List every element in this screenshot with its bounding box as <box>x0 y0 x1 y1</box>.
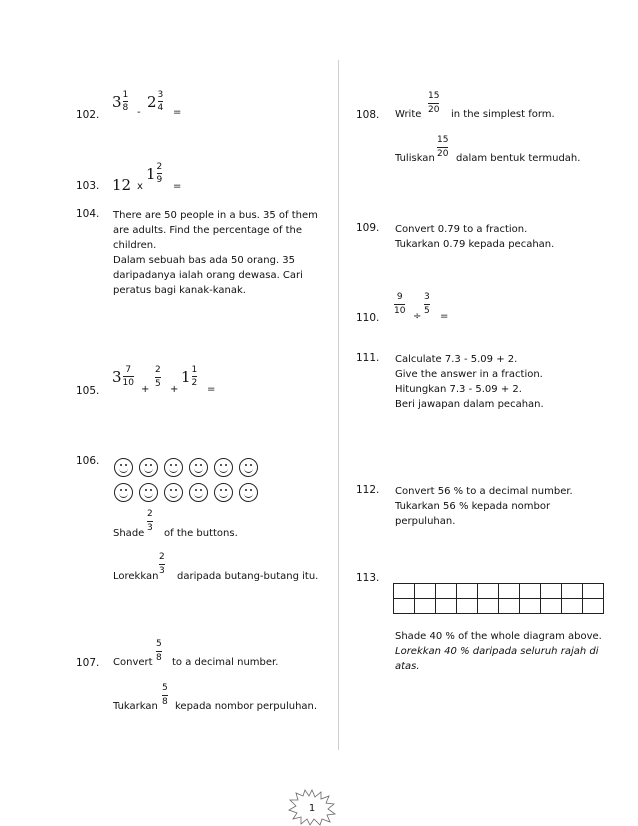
page-number-badge <box>286 788 338 826</box>
question-number: 112. <box>356 484 380 496</box>
fraction: 3 5 <box>424 292 430 316</box>
smiley-button[interactable] <box>164 483 183 502</box>
question-number: 102. <box>76 109 100 121</box>
grid-cell[interactable] <box>457 584 478 599</box>
question-number: 105. <box>76 385 100 397</box>
equals-sign: = <box>207 384 216 395</box>
question-number: 108. <box>356 109 380 121</box>
grid-cell[interactable] <box>415 584 436 599</box>
question-text: to a decimal number. <box>172 657 279 668</box>
question-text: There are 50 people in a bus. 35 of them are adults. Find the percentage of the children. Dalam sebuah bas ada 50 orang. 35 daripadanya ialah orang dewasa. Cari peratus bagi kanak-kanak. <box>113 210 318 296</box>
question-text: dalam bentuk termudah. <box>456 153 581 164</box>
minus-sign: - <box>137 107 141 118</box>
grid-cell[interactable] <box>436 584 457 599</box>
fraction: 15 20 <box>428 91 440 115</box>
question-number: 113. <box>356 572 380 584</box>
fraction: 5 8 <box>162 683 168 707</box>
grid-cell[interactable] <box>394 584 415 599</box>
smiley-button[interactable] <box>189 458 208 477</box>
grid-cell[interactable] <box>520 584 541 599</box>
plus-sign: + <box>141 384 150 395</box>
grid-cell[interactable] <box>520 599 541 614</box>
grid-cell[interactable] <box>541 584 562 599</box>
grid-cell[interactable] <box>583 599 604 614</box>
grid-cell[interactable] <box>436 599 457 614</box>
smiley-button[interactable] <box>139 458 158 477</box>
grid-cell[interactable] <box>394 599 415 614</box>
question-text: Convert 56 % to a decimal number. Tukarkan 56 % kepada nombor perpuluhan. <box>395 486 573 527</box>
question-text: kepada nombor perpuluhan. <box>175 701 318 712</box>
grid-cell[interactable] <box>583 584 604 599</box>
question-number: 104. <box>76 208 100 220</box>
smiley-button[interactable] <box>164 458 183 477</box>
grid-cell[interactable] <box>541 599 562 614</box>
grid-cell[interactable] <box>499 599 520 614</box>
question-number: 106. <box>76 455 100 467</box>
smiley-button[interactable] <box>239 458 258 477</box>
question-text: Tuliskan <box>395 153 435 164</box>
grid-cell[interactable] <box>457 599 478 614</box>
grid-cell[interactable] <box>562 584 583 599</box>
mixed-fraction: 3 1 8 <box>112 90 129 113</box>
equals-sign: = <box>173 181 182 192</box>
smiley-button[interactable] <box>214 483 233 502</box>
question-number: 109. <box>356 222 380 234</box>
smiley-button[interactable] <box>214 458 233 477</box>
question-text: Shade 40 % of the whole diagram above. Lorekkan 40 % daripada seluruh rajah di atas. <box>395 631 602 672</box>
question-text: Convert <box>113 657 153 668</box>
smiley-button[interactable] <box>114 483 133 502</box>
grid-cell[interactable] <box>562 599 583 614</box>
equals-sign: = <box>440 311 449 322</box>
question-number: 110. <box>356 312 380 324</box>
grid-cell[interactable] <box>415 599 436 614</box>
question-text: Lorekkan <box>113 571 159 582</box>
question-number: 111. <box>356 352 380 364</box>
grid-cell[interactable] <box>478 584 499 599</box>
fraction: 2 5 <box>155 365 161 389</box>
question-text: Write <box>395 109 422 120</box>
question-number: 107. <box>76 657 100 669</box>
mixed-fraction: 1 2 9 <box>146 162 163 185</box>
fraction: 2 3 <box>159 552 165 576</box>
question-text: of the buttons. <box>164 528 238 539</box>
plus-sign: + <box>170 384 179 395</box>
whole-number: 12 <box>112 176 132 194</box>
mixed-fraction: 1 1 2 <box>181 365 198 388</box>
question-text: Shade <box>113 528 145 539</box>
fraction: 15 20 <box>437 135 449 159</box>
question-text: daripada butang-butang itu. <box>177 571 319 582</box>
mixed-fraction: 2 3 4 <box>147 90 164 113</box>
times-sign: x <box>137 181 143 192</box>
mixed-fraction: 3 7 10 <box>112 365 134 388</box>
shading-grid[interactable] <box>393 583 604 614</box>
question-text: in the simplest form. <box>451 109 555 120</box>
smiley-button[interactable] <box>239 483 258 502</box>
smiley-button[interactable] <box>189 483 208 502</box>
fraction: 9 10 <box>394 292 406 316</box>
grid-cell[interactable] <box>478 599 499 614</box>
equals-sign: = <box>173 107 182 118</box>
fraction: 2 3 <box>147 509 153 533</box>
column-divider <box>338 60 339 750</box>
page-number: 1 <box>308 803 316 814</box>
smiley-button[interactable] <box>114 458 133 477</box>
question-text: Calculate 7.3 - 5.09 + 2. Give the answer in a fraction. Hitungkan 7.3 - 5.09 + 2. Beri jawapan dalam pecahan. <box>395 354 544 410</box>
smiley-button[interactable] <box>139 483 158 502</box>
question-number: 103. <box>76 180 100 192</box>
grid-cell[interactable] <box>499 584 520 599</box>
question-text: Convert 0.79 to a fraction. Tukarkan 0.79 kepada pecahan. <box>395 224 555 250</box>
divide-sign: ÷ <box>413 311 422 322</box>
question-text: Tukarkan <box>113 701 158 712</box>
fraction: 5 8 <box>156 639 162 663</box>
